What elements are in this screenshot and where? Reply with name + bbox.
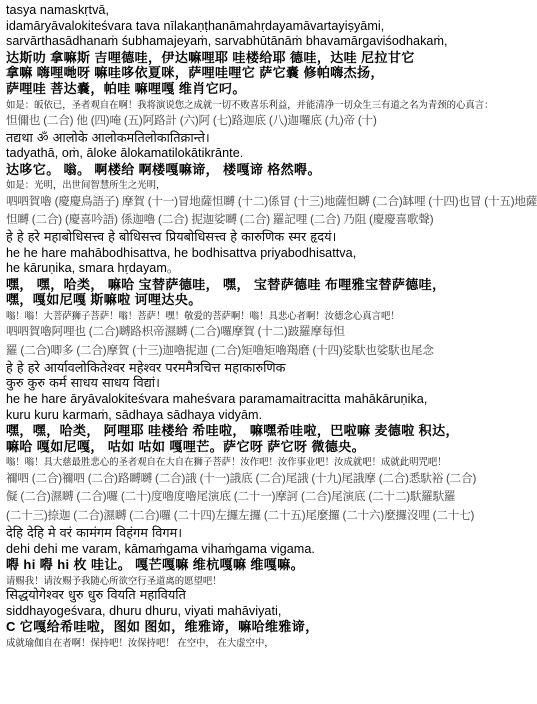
cn-line: 萨哩哇 菩达嚢，帕哇 嘛哩嘎 维肖它叼。 [6,80,246,96]
phon-line: 怛嚩 (二合) (慶喜吟語) 係迦嚕 (二合) 抳迦娑嚩 (二合) 羅記哩 (二合) 乃阻 (慶慶喜歌聲) [6,213,434,227]
deva-line: देहि देहि मे वरं कामंगम विहंगम विगम। [6,526,183,541]
trans-line: 成就瑜伽自在者啊！保持吧！汝保持吧！ 在空中， 在大虚空中， [6,636,274,648]
cn-line: 嘿，嘿，哈类， 阿哩耶 哇楼给 希哇啦， 嘛嘿希哇啦，巴啦嘛 麦德啦 积达， [6,423,459,439]
latin-line: he he hare mahābodhisattva, he bodhisattva priyabodhisattva, [6,245,357,260]
phon-line: 禰呬 (二合)禰呬 (二合)路嚩嚩 (二合)誐 (十一)誐底 (二合)尾誐 (十九)尾誐摩 (二合)悉馱裕 (二合) [6,471,477,485]
cn-line: 达哆它。 嗡。 啊楼给 啊楼嘎嘛谛， 楼嘎谛 格然嘚。 [6,161,321,177]
phon-line: 呬呬賀嚕 (慶慶鳥語子) 摩賀 (十一)冒地薩怛嚩 (十二)係冒 (十三)地薩怛嚩 (二合)缽哩 (十四)也冒 (十五)地薩 [6,194,537,208]
deva-line: हे हे हरे महाबोधिसत्त्व हे बोधिसत्त्व प्रियबोधिसत्त्व हे कारुणिक स्मर हृदयं। [6,230,337,246]
phon-line: 怛儞也 (二合) 他 (四)唵 (五)阿路計 (六)阿 (七)路迦底 (八)迦囉底 (九)帝 (十) [6,113,377,127]
deva-line: सिद्धयोगेश्वर धुरु धुरु वियति महावियति [6,587,186,603]
latin-line: tadyathā, oṁ, āloke ālokamatilokātikrānte. [6,146,244,161]
cn-line: 拿嘛 嗨哩哋呀 嘛哇哆依夏咪，萨哩哇哩它 萨它嚢 修帕嗨杰扬， [6,65,384,81]
deva-line: हे हे हरे आर्यावलोकितेश्वर महेश्वर परममैत्रचित्त महाकारुणिक [6,360,286,376]
deva-line: कुरु कुरु कर्म साधय साधय विद्यां। [6,376,160,392]
latin-line: he he hare āryāvalokiteśvara maheśvara paramamaitracitta mahākāruṇika, [6,392,428,407]
cn-line: 嘚 hi 嘚 hi 枚 哇让。 嘎芒嘎嘛 维杭嘎嘛 维嘎嘛。 [6,557,305,573]
phon-line: 儗 (二合)濕嚩 (二合)囉 (二十)度嚕度嚕尾演底 (二十一)摩訶 (二合)尾演底 (二十二)馱羅馱羅 [6,490,456,504]
latin-line: kuru kuru karmaṁ, sādhaya sādhaya vidyām. [6,407,263,422]
deva-line: तद्यथा ॐ आलोके आलोकमतिलोकातिक्रान्ते। [6,130,210,146]
trans-line: 嗡！嗡！具大慈最胜悲心的圣者观自在大自在狮子菩萨！汝作吧！汝作事业吧！汝成就吧！成就此明咒吧！ [6,456,447,468]
latin-line: sarvārthasādhanaṁ śubhamajeyaṁ, sarvabhūtānāṁ bhavamārgaviśodhakaṁ, [6,34,448,49]
phon-line: 呬呬賀嚕阿哩也 (二合)嚩路枳帝濕嚩 (二合)囉摩賀 (十二)跛羅摩每怛 [6,325,345,339]
trans-line: 如是：皈依已，圣者观自在啊！我将演说您之成就一切不败喜乐利益，并能清净一切众生三有道之名为青颈的心真言： [6,98,494,110]
text-lines [6,3,537,650]
latin-line: tasya namaskṛtvā, [6,3,110,17]
latin-line: he kāruṇika, smara hṛdayam。 [6,261,180,276]
cn-line: 嘿，嘎如尼嘎 斯嘛啦 诃哩达央。 [6,292,202,308]
trans-line: 嗡！嗡！大菩萨狮子菩萨！嗡！菩萨！嘿！敬爱的菩萨啊！嗡！具悲心者啊！汝德念心真言吧！ [6,310,400,322]
phon-line: (二十三)捺迦 (二合)濕嚩 (二合)囉 (二十四)左攞左攞 (二十五)尾麼攞 (二十六)麼攞沒哩 (二十七) [6,509,475,523]
latin-line: dehi dehi me varam, kāmaṁgama vihaṁgama vigama. [6,541,315,556]
cn-line: 嘛哈 嘎如尼嘎， 咕如 咕如 嘎哩芒。萨它呀 萨它呀 微德央。 [6,438,366,454]
trans-line: 请赐我！请汝赐予我随心所欲空行圣道离的愿望吧！ [6,574,222,586]
phon-line: 羅 (二合)唧多 (二合)摩賀 (十三)迦嚕抳迦 (二合)矩嚕矩嚕羯磨 (十四)娑馱也娑馱也尾念 [6,344,434,358]
latin-line: siddhayogeśvara, dhuru dhuru, viyati mahāviyati, [6,603,282,618]
cn-line: C 它嘎给希哇啦，图如 图如，维雅谛，嘛哈维雅谛， [6,619,319,635]
trans-line: 如是：光明，出世间智慧所生之光明， [6,179,166,191]
cn-line: 达斯叻 拿嘛斯 吉哩德哇，伊达嘛哩耶 哇楼给耶 德哇，达哇 尼拉甘它 [6,49,415,65]
cn-line: 嘿， 嘿，哈类， 嘛哈 宝替萨德哇， 嘿， 宝替萨德哇 布哩雅宝替萨德哇， [6,276,446,292]
latin-line: idamāryāvalokiteśvara tava nīlakaṇṭhanāmahṛdayamāvartayiṣyāmi, [6,18,385,33]
